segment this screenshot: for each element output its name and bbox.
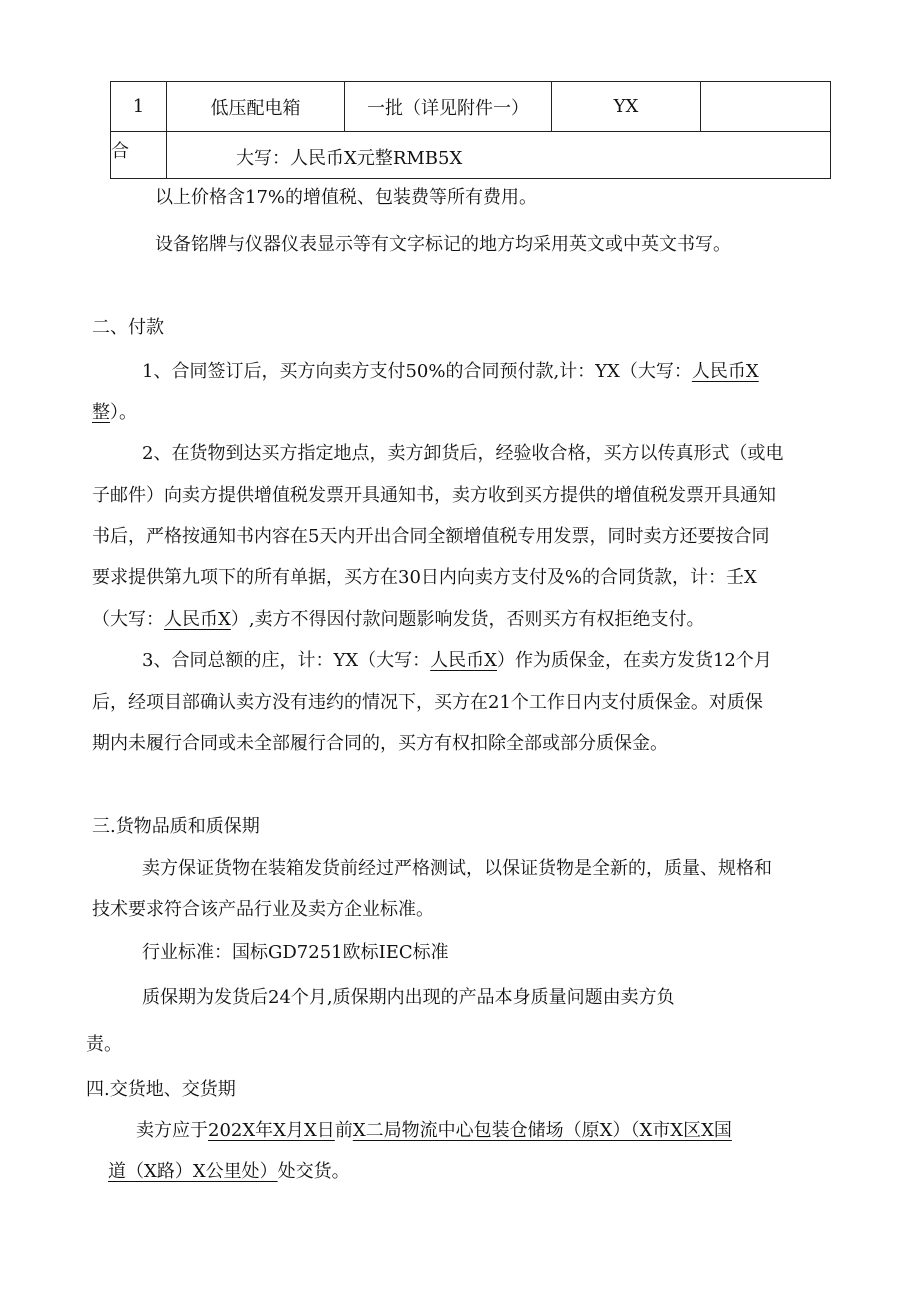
payment-para-2-line-4: 要求提供第九项下的所有单据，买方在30日内向卖方支付及%的合同货款，计：壬X	[92, 567, 757, 588]
section-heading-quality: 三.货物品质和质保期	[92, 816, 260, 837]
text-run: （大写：	[92, 609, 164, 630]
table-cell-total-value: 大写：人民币X元整RMB5X	[236, 148, 463, 169]
delivery-line-2	[108, 1157, 350, 1183]
text-run: 卖方应于	[136, 1120, 208, 1141]
section-heading-payment: 二、付款	[92, 317, 164, 338]
price-table	[110, 81, 831, 179]
payment-para-1-line-2	[92, 398, 137, 424]
text-run: 3、合同总额的庄，计：YX（大写：	[142, 650, 431, 671]
payment-para-3-line-3: 期内未履行合同或未全部履行合同的，买方有权扣除全部或部分质保金。	[92, 733, 668, 754]
payment-para-2-line-2: 子邮件）向卖方提供增值税发票开具通知书，卖方收到买方提供的增值税发票开具通知	[92, 485, 776, 506]
delivery-line-1	[136, 1116, 732, 1142]
table-cell-total-label	[111, 131, 167, 179]
payment-para-3-line-2: 后，经项目部确认卖方没有违约的情况下，买方在21个工作日内支付质保金。对质保	[92, 692, 763, 713]
quality-para-1-line-1: 卖方保证货物在装箱发货前经过严格测试，以保证货物是全新的，质量、规格和	[142, 858, 772, 879]
underlined-amount: 人民币X	[430, 650, 497, 671]
note-price-includes: 以上价格含17%的增值税、包装费等所有费用。	[155, 187, 538, 208]
underlined-amount: 人民币X	[164, 609, 231, 630]
underlined-location: 道（X路）X公里处）	[108, 1161, 278, 1182]
warranty-line-1: 质保期为发货后24个月,质保期内出现的产品本身质量问题由卖方负	[142, 987, 675, 1008]
quality-para-1-line-2: 技术要求符合该产品行业及卖方企业标准。	[92, 899, 434, 920]
total-label: 合	[111, 141, 129, 162]
table-cell-quantity: 一批（详见附件一）	[345, 82, 552, 131]
table-cell-name: 低压配电箱	[167, 82, 345, 131]
table-cell-price: YX	[552, 82, 701, 131]
underlined-amount: 整	[92, 402, 110, 423]
text-run: 1、合同签订后，买方向卖方支付50%的合同预付款,计：YX（大写：	[142, 361, 692, 382]
text-run: ）。	[110, 402, 137, 423]
section-heading-delivery: 四.交货地、交货期	[86, 1079, 236, 1100]
payment-para-3-line-1	[142, 646, 772, 672]
table-cell-remark	[701, 82, 830, 131]
note-nameplate: 设备铭牌与仪器仪表显示等有文字标记的地方均采用英文或中英文书写。	[155, 234, 731, 255]
text-run: 处交货。	[277, 1161, 350, 1182]
underlined-amount: 人民币X	[691, 361, 759, 382]
text-run: 前	[334, 1120, 353, 1141]
warranty-line-2: 责。	[86, 1034, 122, 1055]
text-run: ）作为质保金，在卖方发货12个月	[496, 650, 772, 671]
payment-para-2-line-5	[92, 605, 705, 631]
table-row-total	[111, 131, 830, 179]
table-row	[111, 82, 830, 132]
underlined-date: 202X年X月X日	[208, 1120, 335, 1141]
payment-para-1-line-1	[142, 357, 759, 383]
table-cell-index: 1	[111, 82, 167, 131]
quality-standard: 行业标准：国标GD7251欧标IEC标准	[142, 942, 449, 963]
payment-para-2-line-1: 2、在货物到达买方指定地点，卖方卸货后，经验收合格，买方以传真形式（或电	[142, 443, 784, 464]
text-run: ）,卖方不得因付款问题影响发货，否则买方有权拒绝支付。	[230, 609, 705, 630]
underlined-location: X二局物流中心包装仓储场（原X）（X市X区X国	[352, 1120, 732, 1141]
payment-para-2-line-3: 书后，严格按通知书内容在5天内开出合同全额增值税专用发票，同时卖方还要按合同	[92, 526, 770, 547]
